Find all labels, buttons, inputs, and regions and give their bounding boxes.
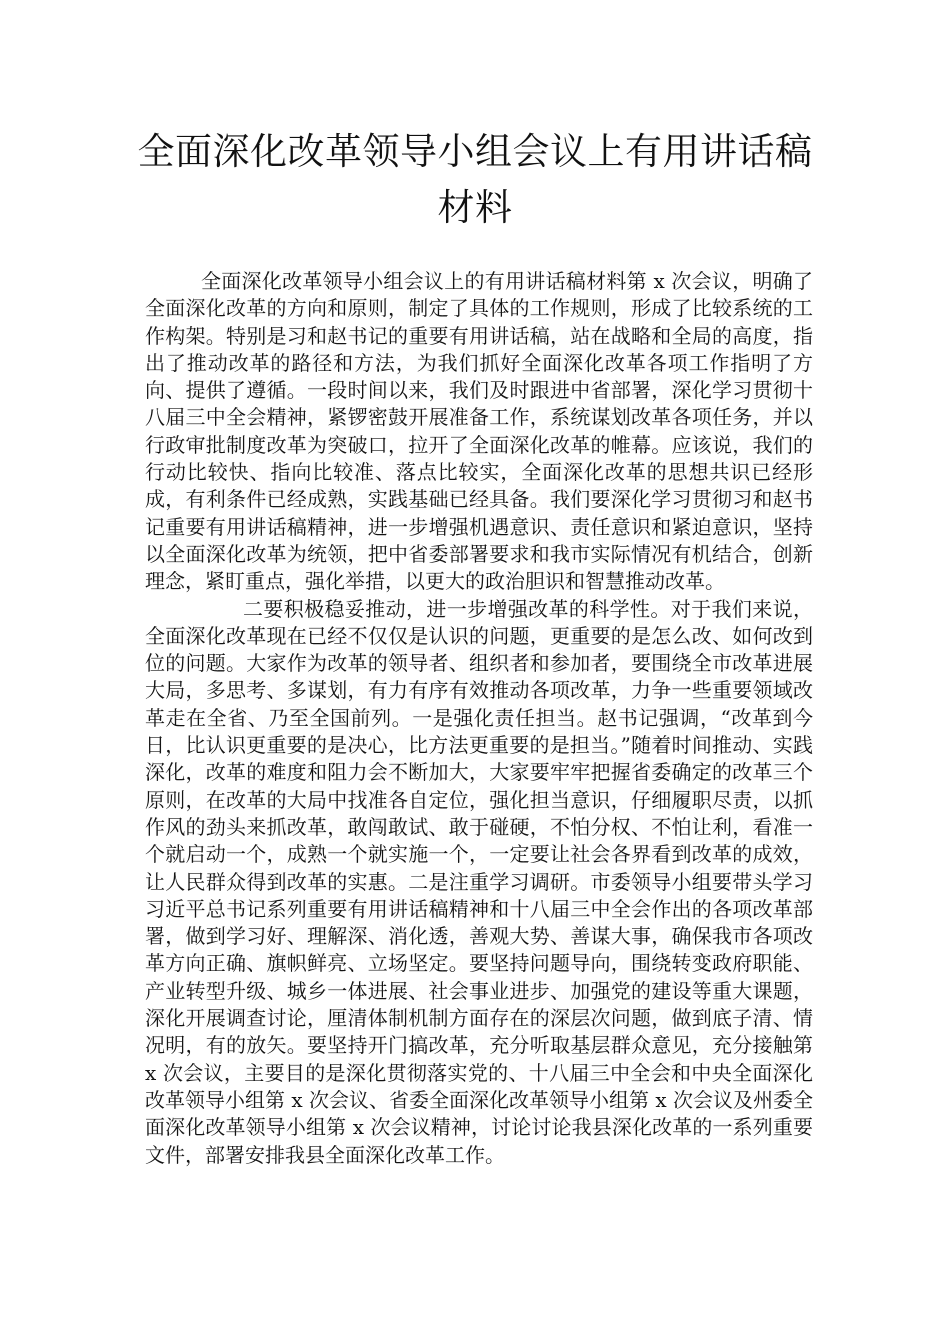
document-title: 全面深化改革领导小组会议上有用讲话稿材料 (137, 130, 813, 229)
body-paragraph: 二要积极稳妥推动，进一步增强改革的科学性。对于我们来说，全面深化改革现在已经不仅仅是认识的问题，更重要的是怎么改、如何改到位的问题。大家作为改革的领导者、组织者和参加者，要围绕全市改革进展大局，多思考、多谋划，有力有序有效推动各项改革，力争一些重要领域改革走在全省、乃至全国前列。一是强化责任担当。赵书记强调，“改革到今日，比认识更重要的是决心，比方法更重要的是担当。”随着时间推动、实践深化，改革的难度和阻力会不断加大，大家要牢牢把握省委确定的改革三个原则，在改革的大局中找准各自定位，强化担当意识，仔细履职尽责，以抓作风的劲头来抓改革，敢闯敢试、敢于碰硬，不怕分权、不怕让利，看准一个就启动一个，成熟一个就实施一个，一定要让社会各界看到改革的成效，让人民群众得到改革的实惠。二是注重学习调研。市委领导小组要带头学习习近平总书记系列重要有用讲话稿精神和十八届三中全会作出的各项改革部署，做到学习好、理解深、消化透，善观大势、善谋大事，确保我市各项改革方向正确、旗帜鲜亮、立场坚定。要坚持问题导向，围绕转变政府职能、产业转型升级、城乡一体进展、社会事业进步、加强党的建设等重大课题，深化开展调查讨论，厘清体制机制方面存在的深层次问题，做到底子清、情况明，有的放矢。要坚持开门搞改革，充分听取基层群众意见，充分接触第 x 次会议，主要目的是深化贯彻落实党的、十八届三中全会和中央全面深化改革领导小组第 x 次会议、省委全面深化改革领导小组第 x 次会议及州委全面深化改革领导小组第 x 次会议精神，讨论讨论我县深化改革的一系列重要文件，部署安排我县全面深化改革工作。 (145, 596, 813, 1167)
body-paragraph: 全面深化改革领导小组会议上的有用讲话稿材料第 x 次会议，明确了全面深化改革的方向和原则，制定了具体的工作规则，形成了比较系统的工作构架。特别是习和赵书记的重要有用讲话稿，站在战略和全局的高度，指出了推动改革的路径和方法，为我们抓好全面深化改革各项工作指明了方向、提供了遵循。一段时间以来，我们及时跟进中省部署，深化学习贯彻十八届三中全会精神，紧锣密鼓开展准备工作，系统谋划改革各项任务，并以行政审批制度改革为突破口，拉开了全面深化改革的帷幕。应该说，我们的行动比较快、指向比较准、落点比较实，全面深化改革的思想共识已经形成，有利条件已经成熟，实践基础已经具备。我们要深化学习贯彻习和赵书记重要有用讲话稿精神，进一步增强机遇意识、责任意识和紧迫意识，坚持以全面深化改革为统领，把中省委部署要求和我市实际情况有机结合，创新理念，紧盯重点，强化举措，以更大的政治胆识和智慧推动改革。 (145, 269, 813, 594)
document-body (145, 268, 813, 1169)
